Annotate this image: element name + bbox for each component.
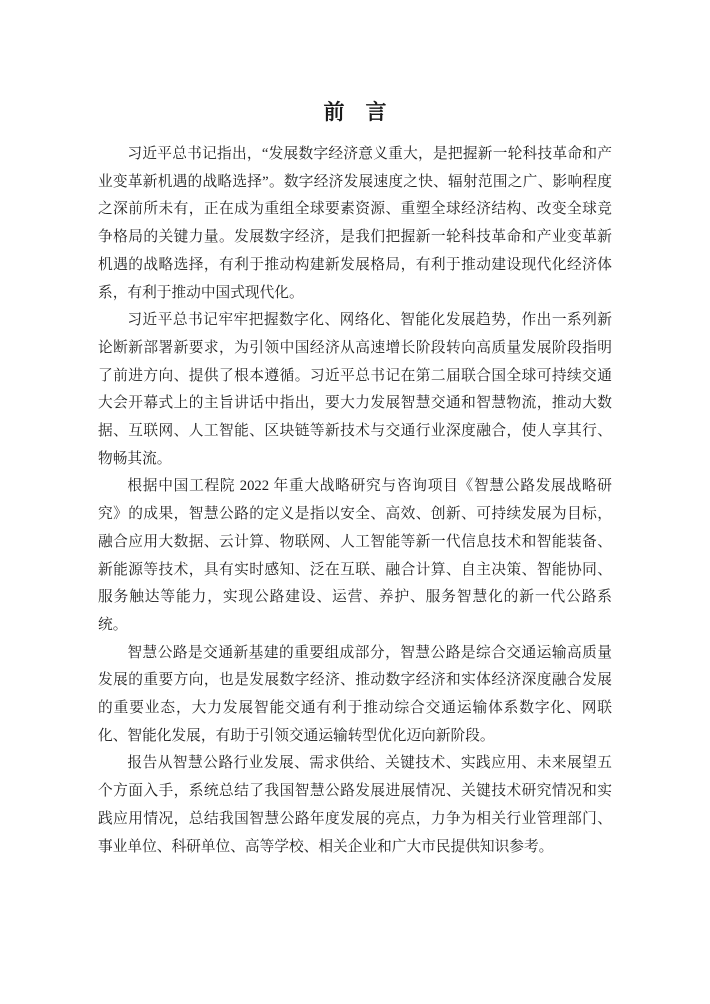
page-title: 前 言 <box>323 100 387 124</box>
document-body <box>98 141 612 861</box>
paragraph-4: 智慧公路是交通新基建的重要组成部分，智慧公路是综合交通运输高质量发展的重要方向，也是发展数字经济、推动数字经济和实体经济深度融合发展的重要业态，大力发展智能交通有利于推动综合交通运输体系数字化、网联化、智能化发展，有助于引领交通运输转型优化迈向新阶段。 <box>98 644 612 744</box>
paragraph-2: 习近平总书记牢牢把握数字化、网络化、智能化发展趋势，作出一系列新论断新部署新要求，为引领中国经济从高速增长阶段转向高质量发展阶段指明了前进方向、提供了根本遵循。习近平总书记在第二届联合国全球可持续交通大会开幕式上的主旨讲话中指出，要大力发展智慧交通和智慧物流，推动大数据、互联网、人工智能、区块链等新技术与交通行业深度融合，使人享其行、物畅其流。 <box>98 312 612 467</box>
paragraph-5: 报告从智慧公路行业发展、需求供给、关键技术、实践应用、未来展望五个方面入手，系统总结了我国智慧公路发展进展情况、关键技术研究情况和实践应用情况，总结我国智慧公路年度发展的亮点，力争为相关行业管理部门、事业单位、科研单位、高等学校、相关企业和广大市民提供知识参考。 <box>98 755 612 855</box>
paragraph-3: 根据中国工程院 2022 年重大战略研究与咨询项目《智慧公路发展战略研究》的成果，智慧公路的定义是指以安全、高效、创新、可持续发展为目标，融合应用大数据、云计算、物联网、人工智能等新一代信息技术和智能装备、新能源等技术，具有实时感知、泛在互联、融合计算、自主决策、智能协同、服务触达等能力，实现公路建设、运营、养护、服务智慧化的新一代公路系统。 <box>98 478 612 633</box>
paragraph-1: 习近平总书记指出，“发展数字经济意义重大，是把握新一轮科技革命和产业变革新机遇的战略选择”。数字经济发展速度之快、辐射范围之广、影响程度之深前所未有，正在成为重组全球要素资源、重塑全球经济结构、改变全球竞争格局的关键力量。发展数字经济，是我们把握新一轮科技革命和产业变革新机遇的战略选择，有利于推动构建新发展格局，有利于推动建设现代化经济体系，有利于推动中国式现代化。 <box>98 146 612 301</box>
